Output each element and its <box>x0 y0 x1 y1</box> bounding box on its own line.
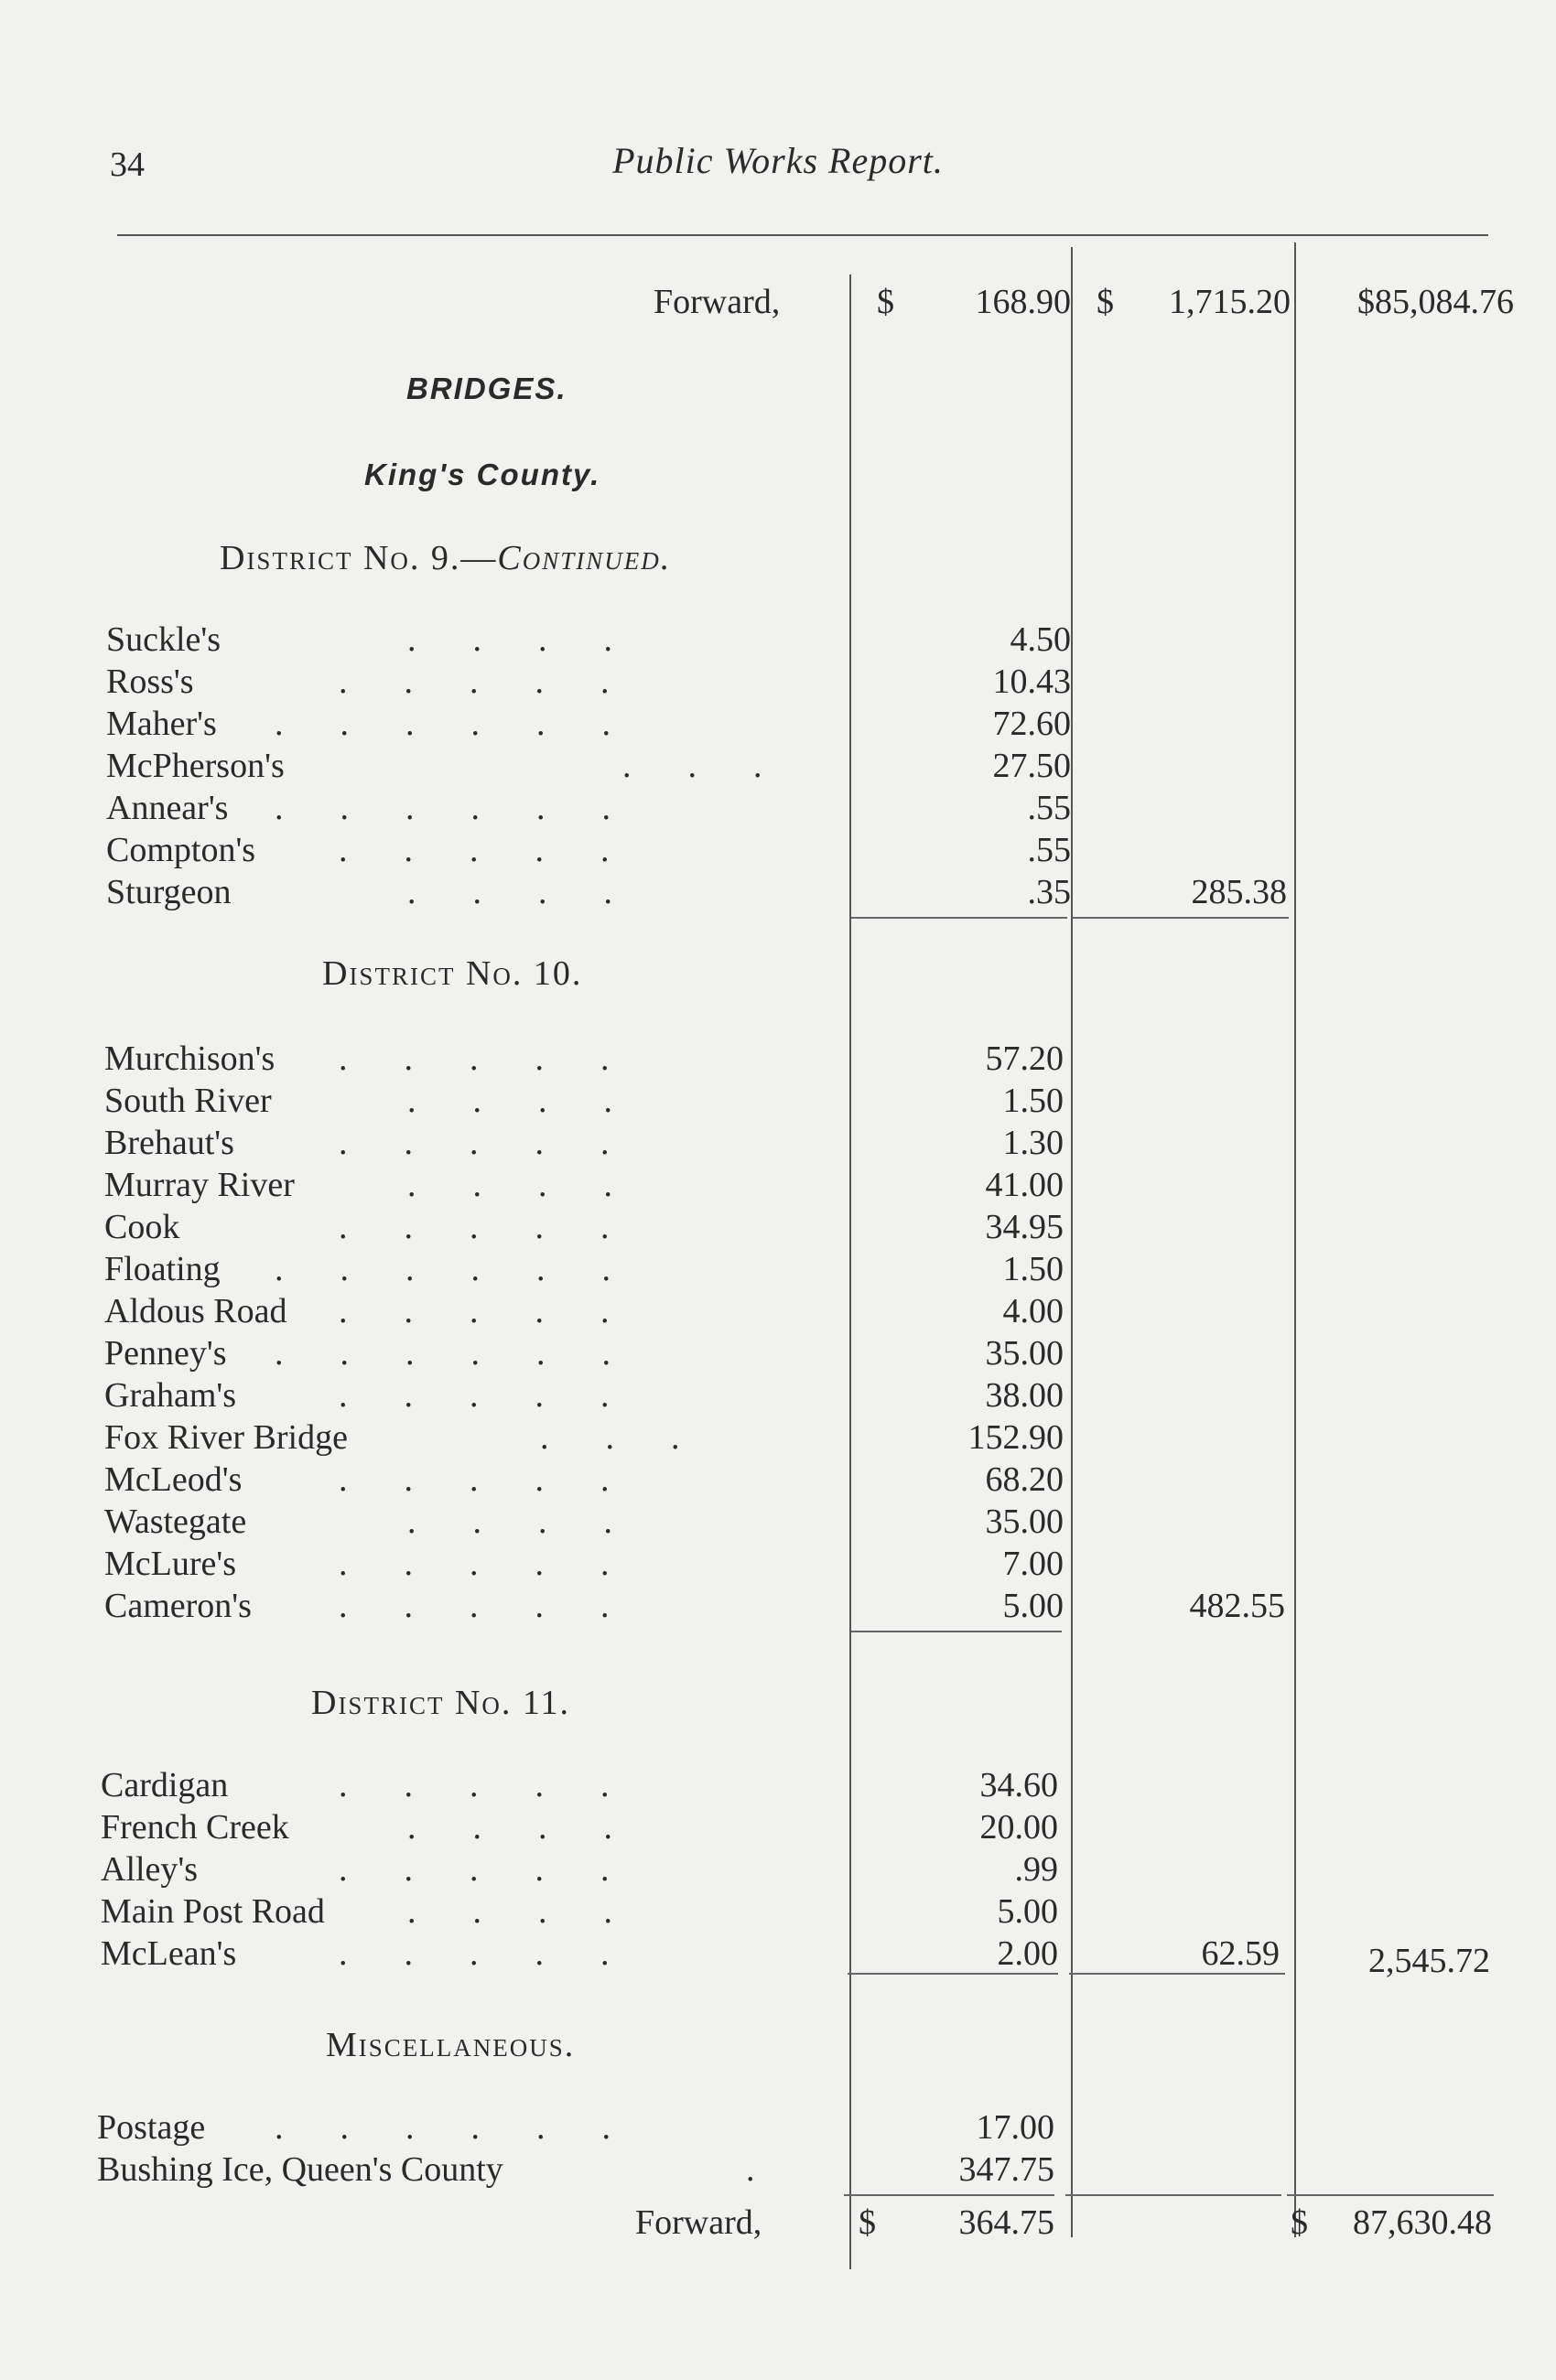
leader-dots: ... <box>540 1418 737 1457</box>
leader-dots: ...... <box>275 705 667 743</box>
list-item-name: Brehaut's <box>104 1124 234 1162</box>
leader-dots: ... <box>622 747 819 785</box>
list-item-amount: 35.00 <box>985 1502 1064 1541</box>
list-item-amount: 152.90 <box>967 1418 1064 1457</box>
list-item-name: Cardigan <box>101 1766 229 1804</box>
forward-label-bottom: Forward, <box>635 2203 762 2242</box>
page-number: 34 <box>110 145 145 184</box>
leader-dots: ..... <box>339 1545 666 1583</box>
list-item-name: McLean's <box>101 1934 237 1973</box>
district-9-subtotal: 285.38 <box>1191 873 1287 911</box>
list-item-amount: 34.60 <box>979 1766 1058 1804</box>
list-item-name: Wastegate <box>104 1502 247 1541</box>
forward-label-top: Forward, <box>654 283 781 321</box>
dollar-sign: $ <box>877 283 894 321</box>
leader-dots: ..... <box>339 1850 666 1889</box>
leader-dots: ..... <box>339 1460 666 1499</box>
leader-dots: ..... <box>339 1124 666 1162</box>
forward-col1-top: 168.90 <box>975 283 1071 321</box>
miscellaneous-heading: Miscellaneous. <box>326 2026 576 2064</box>
leader-dots: .... <box>407 1082 669 1120</box>
list-item-amount: .55 <box>1027 789 1071 827</box>
list-item-amount: 72.60 <box>992 705 1071 743</box>
page-title: Public Works Report. <box>612 140 944 181</box>
leader-dots: ...... <box>275 1250 667 1288</box>
list-item-amount: 1.50 <box>1002 1250 1064 1288</box>
list-item-name: Cameron's <box>104 1587 252 1625</box>
list-item-name: Compton's <box>106 831 256 869</box>
leader-dots: ..... <box>339 1376 666 1415</box>
list-item-name: Postage <box>97 2108 206 2147</box>
district-10-heading: District No. 10. <box>322 954 583 993</box>
list-item-name: Sturgeon <box>106 873 232 911</box>
forward-col2-top: 1,715.20 <box>1169 283 1291 321</box>
list-item-amount: 1.30 <box>1002 1124 1064 1162</box>
leader-dots: ..... <box>339 1292 666 1330</box>
list-item-amount: 4.00 <box>1002 1292 1064 1330</box>
district-11-subtotal: 62.59 <box>1201 1934 1280 1973</box>
list-item-name: South River <box>104 1082 272 1120</box>
list-item-name: McPherson's <box>106 747 285 785</box>
list-item-name: Floating <box>104 1250 221 1288</box>
list-item-amount: 5.00 <box>997 1892 1058 1931</box>
subtotal-rule <box>1065 2194 1281 2196</box>
header-rule <box>117 234 1488 236</box>
list-item-name: Main Post Road <box>101 1892 325 1931</box>
leader-dots: . <box>746 2150 812 2189</box>
leader-dots: ..... <box>339 1039 666 1078</box>
district-9-heading: District No. 9.—Continued. <box>220 539 672 577</box>
leader-dots: .... <box>407 1808 669 1847</box>
list-item-amount: 10.43 <box>992 662 1071 701</box>
list-item-name: Alley's <box>101 1850 199 1889</box>
leader-dots: ..... <box>339 831 666 869</box>
district-10-subtotal: 482.55 <box>1189 1587 1285 1625</box>
list-item-name: Suckle's <box>106 620 222 659</box>
county-heading: King's County. <box>364 458 601 491</box>
list-item-amount: 68.20 <box>985 1460 1064 1499</box>
list-item-name: Murchison's <box>104 1039 276 1078</box>
section-heading-bridges: BRIDGES. <box>406 372 567 405</box>
leader-dots: .... <box>407 1892 669 1931</box>
list-item-name: Maher's <box>106 705 217 743</box>
leader-dots: .... <box>407 1502 669 1541</box>
bridges-total: 2,545.72 <box>1368 1942 1490 1980</box>
list-item-name: Graham's <box>104 1376 237 1415</box>
district-11-heading: District No. 11. <box>311 1684 570 1722</box>
subtotal-rule <box>1287 2194 1494 2196</box>
leader-dots: ..... <box>339 1934 666 1973</box>
leader-dots: ...... <box>275 2108 667 2147</box>
leader-dots: ..... <box>339 1766 666 1804</box>
column-rule-1 <box>849 275 851 2269</box>
list-item-name: Annear's <box>106 789 229 827</box>
list-item-amount: 57.20 <box>985 1039 1064 1078</box>
subtotal-rule <box>844 2194 1054 2196</box>
list-item-name: Bushing Ice, Queen's County <box>97 2150 503 2189</box>
list-item-amount: 27.50 <box>992 747 1071 785</box>
leader-dots: ..... <box>339 662 666 701</box>
list-item-amount: .35 <box>1027 873 1071 911</box>
leader-dots: ...... <box>275 789 667 827</box>
list-item-name: Ross's <box>106 662 194 701</box>
list-item-amount: .55 <box>1027 831 1071 869</box>
list-item-amount: 38.00 <box>985 1376 1064 1415</box>
subtotal-rule <box>1073 917 1289 919</box>
leader-dots: ..... <box>339 1208 666 1246</box>
list-item-name: Aldous Road <box>104 1292 287 1330</box>
list-item-amount: 4.50 <box>1010 620 1071 659</box>
list-item-name: Penney's <box>104 1334 227 1373</box>
dollar-sign: $ <box>1291 2203 1308 2242</box>
dollar-sign: $ <box>1097 283 1114 321</box>
list-item-name: McLeod's <box>104 1460 243 1499</box>
list-item-amount: 41.00 <box>985 1166 1064 1204</box>
leader-dots: .... <box>407 873 669 911</box>
leader-dots: ..... <box>339 1587 666 1625</box>
subtotal-rule <box>851 1631 1062 1632</box>
list-item-amount: 1.50 <box>1002 1082 1064 1120</box>
forward-col3-top: $85,084.76 <box>1357 283 1514 321</box>
list-item-name: McLure's <box>104 1545 237 1583</box>
list-item-amount: 7.00 <box>1002 1545 1064 1583</box>
list-item-name: Fox River Bridge <box>104 1418 348 1457</box>
subtotal-rule <box>851 917 1067 919</box>
list-item-amount: 34.95 <box>985 1208 1064 1246</box>
dollar-sign: $ <box>859 2203 876 2242</box>
list-item-amount: 5.00 <box>1002 1587 1064 1625</box>
list-item-amount: 2.00 <box>997 1934 1058 1973</box>
leader-dots: .... <box>407 1166 669 1204</box>
list-item-name: French Creek <box>101 1808 289 1847</box>
column-rule-3 <box>1294 242 1296 2237</box>
leader-dots: ...... <box>275 1334 667 1373</box>
list-item-name: Cook <box>104 1208 180 1246</box>
subtotal-rule <box>848 1973 1058 1975</box>
list-item-amount: .99 <box>1014 1850 1058 1889</box>
leader-dots: .... <box>407 620 669 659</box>
list-item-amount: 35.00 <box>985 1334 1064 1373</box>
subtotal-rule <box>1069 1973 1285 1975</box>
list-item-amount: 17.00 <box>976 2108 1054 2147</box>
list-item-amount: 20.00 <box>979 1808 1058 1847</box>
list-item-amount: 347.75 <box>958 2150 1054 2189</box>
forward-col1-bottom: 364.75 <box>958 2203 1054 2242</box>
forward-col3-bottom: 87,630.48 <box>1353 2203 1492 2242</box>
column-rule-2 <box>1071 247 1073 2237</box>
list-item-name: Murray River <box>104 1166 295 1204</box>
